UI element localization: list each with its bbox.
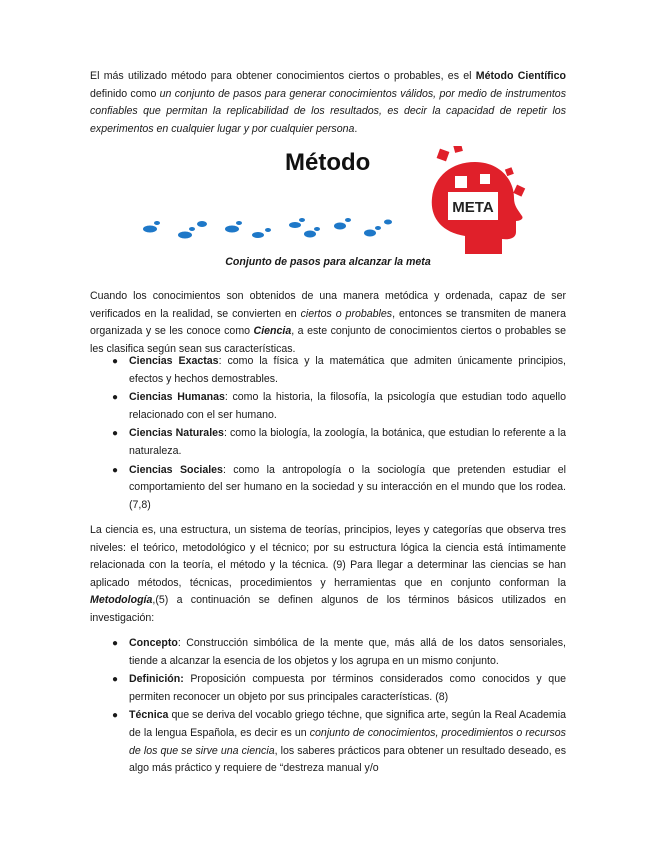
list-item <box>90 389 566 424</box>
list-item <box>90 707 566 777</box>
list-item <box>90 635 566 670</box>
bullet-icon: ● <box>112 428 119 440</box>
list-item <box>90 353 566 388</box>
list-term: Ciencias Exactas <box>129 355 219 367</box>
meta-label: META <box>452 199 494 216</box>
text-run: Cuando los conocimientos son obtenidos de una manera metódica y ordenada, capaz de ser verificados en la realidad, se convierten en <box>90 290 566 320</box>
list-text: : Construcción simbólica de la mente que, más allá de los datos sensoriales, tiende a alcanzar la esencia de los objetos y los agrupa en un mismo conjunto. <box>129 637 566 667</box>
bullet-icon: ● <box>112 674 119 686</box>
bold-italic-term: Metodología <box>90 594 153 607</box>
science-paragraph <box>90 288 566 358</box>
list-term: Técnica <box>129 709 169 722</box>
text-run: , a este conjunto de conocimientos ciertos o probables se les clasifica según sean sus características. <box>90 325 566 355</box>
italic-definition: conjunto de conocimientos, procedimientos o recursos de los que se sirve una ciencia <box>129 726 566 757</box>
list-text: : como la física y la matemática que admiten únicamente principios, efectos y hechos demostrables. <box>129 355 566 385</box>
list-text: , los saberes prácticos para obtener un resultado deseado, es algo más práctico y requiere de “destreza manual y/o <box>129 744 566 775</box>
bold-term: Método Científico <box>475 70 566 82</box>
list-text: : como la historia, la filosofía, la psicología que estudian todo aquello relacionado con el ser humano. <box>129 391 566 421</box>
text-run: La ciencia es, una estructura, un sistema de teorías, principios, leyes y categorías que observa tres niveles: el teórico, metodológico y el técnico; por su estructura lógica la ciencia está íntimamente relacionada con la teoría, el método y la técnica. (9) Para llegar a determinar las ciencias se han aplicado métodos, técnicas, procedimientos y herramientas que en conjunto conforman la <box>90 524 566 589</box>
list-item <box>90 462 566 515</box>
italic-definition: un conjunto de pasos para generar conocimientos válidos, por medio de instrumentos confiables que permitan la replicabilidad de los resultados, es decir la capacidad de repetir los experimentos en cualquier lugar y por cualquier persona <box>90 87 566 135</box>
list-term: Ciencias Naturales <box>129 427 224 440</box>
bullet-icon: ● <box>112 356 119 367</box>
text-run: , entonces se transmiten de manera organizada y se les conoce como <box>90 307 566 338</box>
text-run: definido como <box>90 87 160 100</box>
bullet-icon: ● <box>112 392 119 404</box>
bullet-icon: ● <box>112 464 119 476</box>
list-text: : como la biología, la zoología, la botánica, que estudian lo referente a la naturaleza. <box>129 427 566 457</box>
italic-term: ciertos o probables <box>300 307 393 320</box>
method-figure <box>130 146 530 258</box>
list-text: Proposición compuesta por términos considerados como conocidos y que permiten reconocer un objeto por sus principales características. (8) <box>129 673 566 703</box>
text-run: . <box>354 122 358 135</box>
footsteps-and-head-illustration <box>130 146 530 258</box>
list-term: Ciencias Sociales <box>129 463 223 476</box>
list-term: Concepto <box>129 637 178 649</box>
list-text: que se deriva del vocablo griego téchne, que significa arte, según la Real Academia de la lengua Española, es decir es un <box>129 709 566 739</box>
list-text: : como la antropología o la sociología que pretenden estudiar el comportamiento del ser humano en la sociedad y su interacción en el mundo que los rodea. (7,8) <box>129 463 567 511</box>
figure-title: Método <box>285 149 371 176</box>
terms-list <box>90 635 566 779</box>
bullet-icon: ● <box>112 638 119 649</box>
list-item <box>90 425 566 460</box>
sciences-list <box>90 353 566 515</box>
footprints-icon <box>143 218 392 239</box>
head-meta-icon <box>432 146 525 254</box>
list-term: Definición: <box>129 673 184 686</box>
list-term: Ciencias Humanas <box>129 391 225 404</box>
text-run: El más utilizado método para obtener conocimientos ciertos o probables, es el <box>90 70 476 82</box>
figure-caption: Conjunto de pasos para alcanzar la meta <box>225 256 431 268</box>
bold-italic-term: Ciencia <box>253 325 292 338</box>
intro-paragraph <box>90 68 566 138</box>
bullet-icon: ● <box>112 710 119 722</box>
methodology-paragraph <box>90 522 566 628</box>
text-run: ,(5) a continuación se definen algunos de los términos básicos utilizados en investigación: <box>90 594 566 624</box>
list-item <box>90 671 566 706</box>
